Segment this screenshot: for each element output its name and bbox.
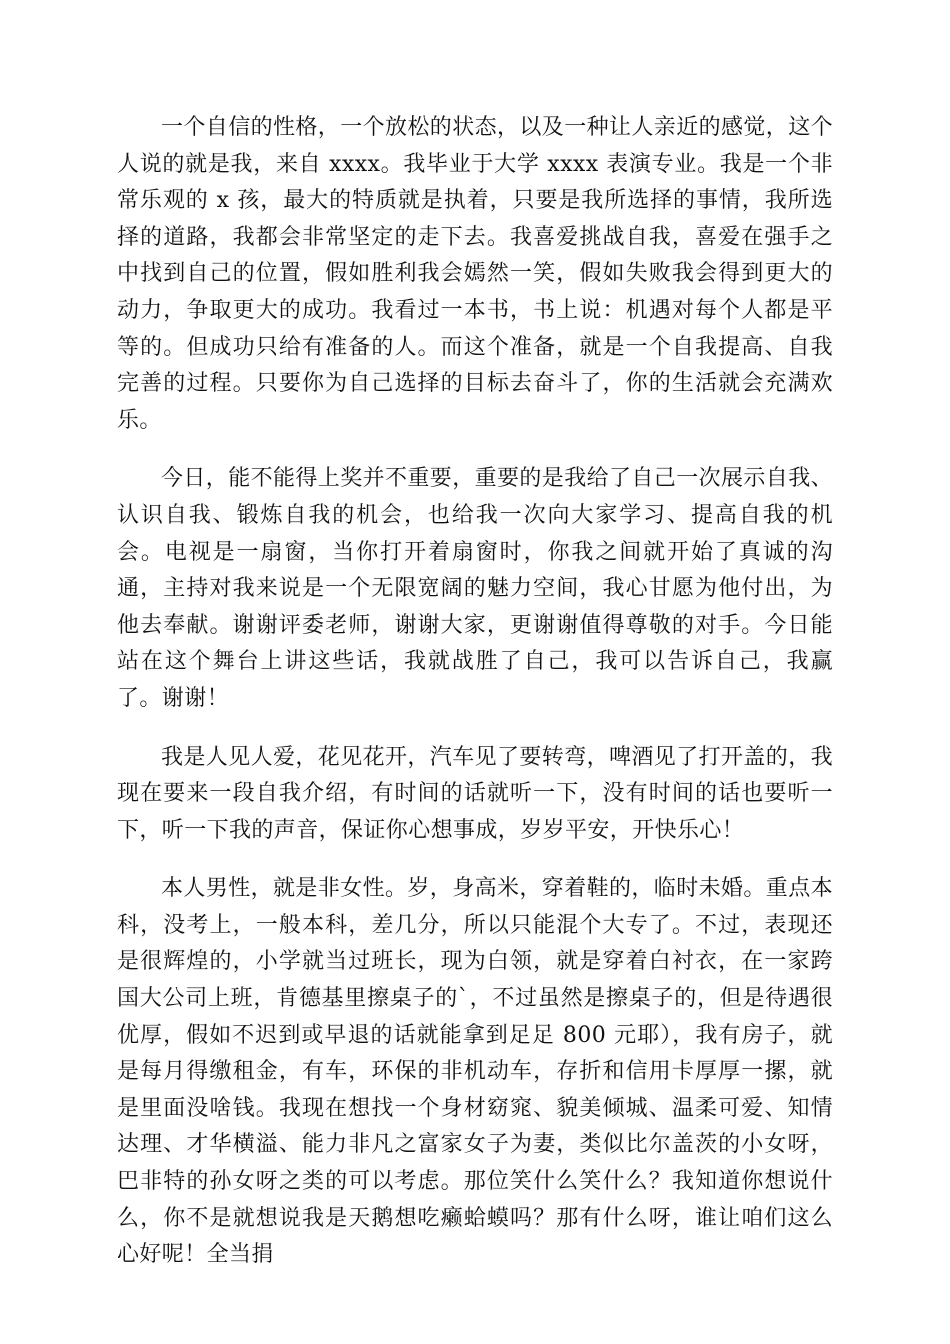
document-body [117, 110, 833, 1274]
paragraph-1: 一个自信的性格，一个放松的状态，以及一种让人亲近的感觉，这个人说的就是我，来自 xxxx。我毕业于大学 xxxx 表演专业。我是一个非常乐观的 x 孩，最大的特质就是执着，只要是我所选择的事情，我所选择的道路，我都会非常坚定的走下去。我喜爱挑战自我，喜爱在强手之中找到自己的位置，假如胜利我会嫣然一笑，假如失败我会得到更大的动力，争取更大的成功。我看过一本书，书上说：机遇对每个人都是平等的。但成功只给有准备的人。而这个准备，就是一个自我提高、自我完善的过程。只要你为自己选择的目标去奋斗了，你的生活就会充满欢乐。 [117, 115, 834, 433]
paragraph-3: 我是人见人爱，花见花开，汽车见了要转弯，啤酒见了打开盖的，我现在要来一段自我介绍，有时间的话就听一下，没有时间的话也要听一下，听一下我的声音，保证你心想事成，岁岁平安，开快乐心！ [117, 744, 834, 843]
paragraph-4: 本人男性，就是非女性。岁，身高米，穿着鞋的，临时未婚。重点本科，没考上，一般本科，差几分，所以只能混个大专了。不过，表现还是很辉煌的，小学就当过班长，现为白领，就是穿着白衬衣，在一家跨国大公司上班，肯德基里擦桌子的`，不过虽然是擦桌子的，但是待遇很优厚，假如不迟到或早退的话就能拿到足足 800 元耶），我有房子，就是每月得缴租金，有车，环保的非机动车，存折和信用卡厚厚一摞，就是里面没啥钱。我现在想找一个身材窈窕、貌美倾城、温柔可爱、知情达理、才华横溢、能力非凡之富家女子为妻，类似比尔盖茨的小女呀，巴非特的孙女呀之类的可以考虑。那位笑什么笑什么？我知道你想说什么，你不是就想说我是天鹅想吃癞蛤蟆吗？那有什么呀，谁让咱们这么心好呢！全当捐 [117, 876, 834, 1268]
paragraph-2: 今日，能不能得上奖并不重要，重要的是我给了自己一次展示自我、认识自我、锻炼自我的机会，也给我一次向大家学习、提高自我的机会。电视是一扇窗，当你打开着扇窗时，你我之间就开始了真诚的沟通，主持对我来说是一个无限宽阔的魅力空间，我心甘愿为他付出，为他去奉献。谢谢评委老师，谢谢大家，更谢谢值得尊敬的对手。今日能站在这个舞台上讲这些话，我就战胜了自己，我可以告诉自己，我赢了。谢谢！ [117, 466, 834, 711]
